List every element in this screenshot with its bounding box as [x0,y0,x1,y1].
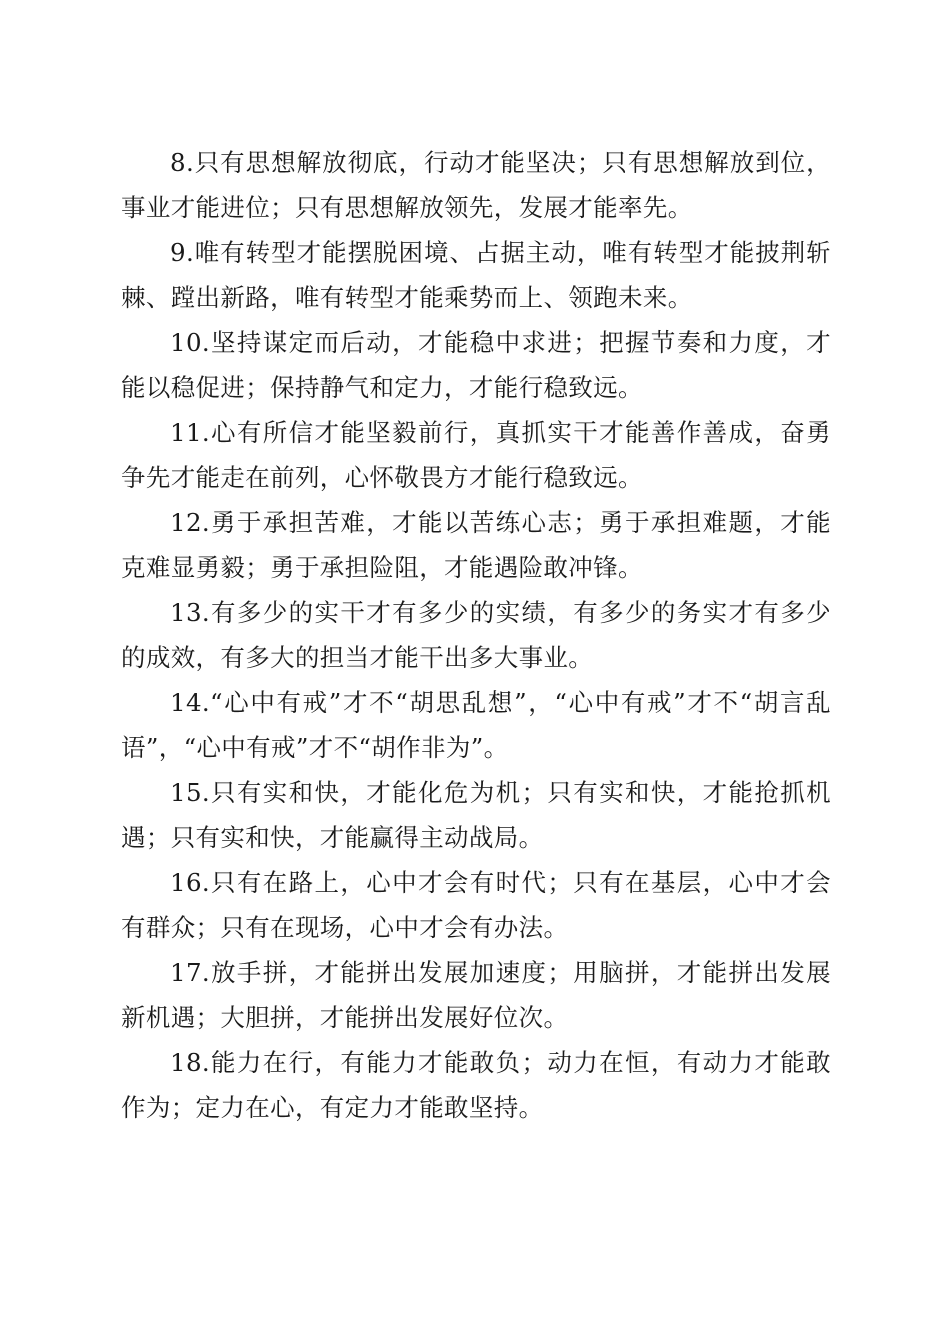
paragraph-10: 10.坚持谋定而后动，才能稳中求进；把握节奏和力度，才能以稳促进；保持静气和定力，才能行稳致远。 [121,328,831,402]
paragraph-8: 8.只有思想解放彻底，行动才能坚决；只有思想解放到位，事业才能进位；只有思想解放领先，发展才能率先。 [121,148,831,222]
paragraph-9: 9.唯有转型才能摆脱困境、占据主动，唯有转型才能披荆斩棘、蹚出新路，唯有转型才能乘势而上、领跑未来。 [121,238,831,312]
paragraph-17: 17.放手拼，才能拼出发展加速度；用脑拼，才能拼出发展新机遇；大胆拼，才能拼出发展好位次。 [121,958,831,1032]
paragraph-15: 15.只有实和快，才能化危为机；只有实和快，才能抢抓机遇；只有实和快，才能赢得主动战局。 [121,778,831,852]
paragraph-14: 14.“心中有戒”才不“胡思乱想”，“心中有戒”才不“胡言乱语”，“心中有戒”才不“胡作非为”。 [121,688,831,762]
paragraph-18: 18.能力在行，有能力才能敢负；动力在恒，有动力才能敢作为；定力在心，有定力才能敢坚持。 [121,1048,831,1122]
paragraph-12: 12.勇于承担苦难，才能以苦练心志；勇于承担难题，才能克难显勇毅；勇于承担险阻，才能遇险敢冲锋。 [121,508,831,582]
document-body [121,140,831,1130]
paragraph-16: 16.只有在路上，心中才会有时代；只有在基层，心中才会有群众；只有在现场，心中才会有办法。 [121,868,831,942]
paragraph-11: 11.心有所信才能坚毅前行，真抓实干才能善作善成，奋勇争先才能走在前列，心怀敬畏方才能行稳致远。 [121,418,831,492]
paragraph-13: 13.有多少的实干才有多少的实绩，有多少的务实才有多少的成效，有多大的担当才能干出多大事业。 [121,598,831,672]
